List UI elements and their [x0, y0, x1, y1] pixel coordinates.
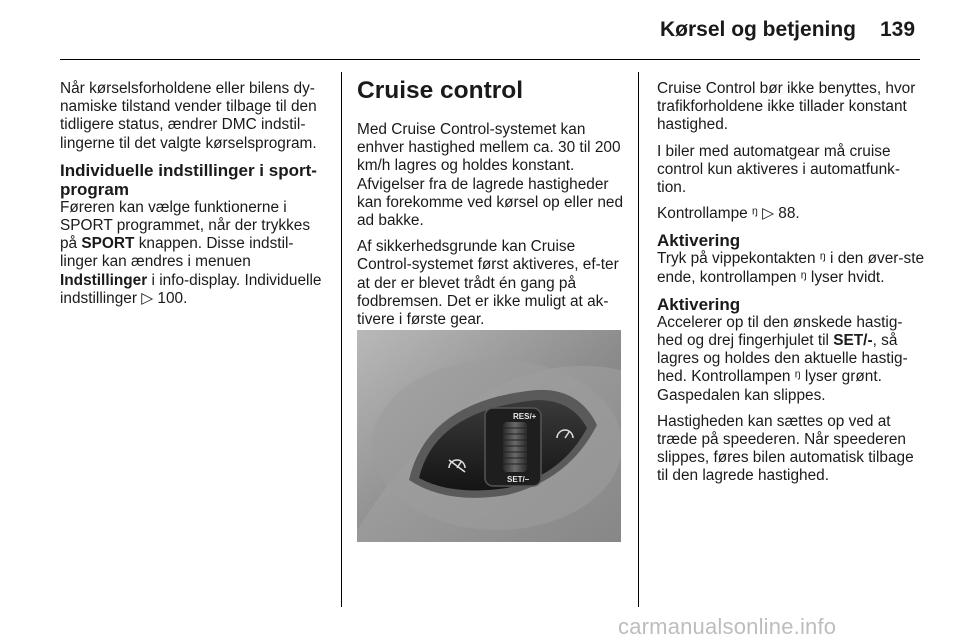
watermark: carmanualsonline.info — [618, 614, 837, 639]
res-plus-label: RES/+ — [513, 412, 537, 421]
paragraph-cruise-intro: Med Cruise Control-systemet kan enhver hastighed mellem ca. 30 til 200 km/h lagres og holdes konstant. Afvigelser fra de lagrede hastigheder kan forekomme ved kørsel op eller ned ad bakke. — [357, 121, 624, 230]
paragraph-sport-settings: Føreren kan vælge funktionerne i SPORT programmet, når der trykkes på SPORT knappen. Disse indstil-linger kan ændres i menuen Indstillinger i info-display. Individuelle indstillinger ▷ 100. — [60, 198, 322, 307]
cruise-control-lamp-icon: ᵑ — [794, 368, 801, 386]
page-reference: 88. — [778, 205, 800, 223]
column-divider-1 — [341, 72, 342, 607]
settings-keyword: Indstillinger — [60, 271, 148, 289]
page-reference: 100. — [157, 289, 188, 307]
heading-activation-1: Aktivering — [657, 231, 741, 251]
sport-keyword: SPORT — [81, 235, 135, 253]
page-ref-arrow-icon: ▷ — [141, 289, 154, 307]
page-number: 139 — [880, 18, 916, 41]
set-minus-keyword: SET/- — [833, 332, 873, 350]
heading-activation-2: Aktivering — [657, 294, 741, 314]
paragraph-dmc: Når kørselsforholdene eller bilens dy-namiske tilstand vender tilbage til den tidligere status, ændrer DMC indstil-lingerne til det valgte kørselsprogram. — [60, 80, 317, 152]
set-minus-label: SET/– — [507, 475, 530, 484]
header-divider — [60, 59, 920, 60]
cruise-control-lamp-icon: ᵑ — [751, 205, 758, 223]
paragraph-set-speed: Accelerer op til den ønskede hastig-hed og drej fingerhjulet til SET/-, så lagres og holdes den aktuelle hastig-hed. Kontrollampen ᵑ lyser grønt. Gaspedalen kan slippes. — [657, 313, 908, 404]
column-1 — [60, 80, 326, 316]
paragraph-control-lamp: Kontrollampe ᵑ ▷ 88. — [657, 205, 800, 223]
page-ref-arrow-icon: ▷ — [762, 205, 774, 223]
column-3 — [657, 80, 925, 494]
column-divider-2 — [638, 72, 639, 607]
column-2 — [357, 76, 625, 337]
page-header-title: Kørsel og betjening — [660, 18, 857, 41]
cruise-control-lamp-icon: ᵑ — [819, 250, 826, 268]
cruise-control-lamp-icon: ᵑ — [800, 268, 807, 286]
paragraph-automatic: I biler med automatgear må cruise control kun aktiveres i automatfunk-tion. — [657, 142, 900, 197]
paragraph-cruise-safety: Af sikkerhedsgrunde kan Cruise Control-systemet først aktiveres, ef-ter at der er blevet trådt én gang på fodbremsen. Det er ikke muligt at ak-tivere i første gear. — [357, 238, 619, 329]
paragraph-activation-switch: Tryk på vippekontakten ᵑ i den øver-ste ende, kontrollampen ᵑ lyser hvidt. — [657, 250, 925, 286]
steering-wheel-controls-photo — [357, 330, 621, 542]
section-title-cruise-control: Cruise control — [357, 77, 524, 104]
paragraph-traffic: Cruise Control bør ikke benyttes, hvor trafikforholdene ikke tillader konstant hastighed. — [657, 80, 916, 134]
heading-individual-settings: Individuelle indstillinger i sport-program — [60, 160, 317, 199]
paragraph-accelerate: Hastigheden kan sættes op ved at træde på speederen. Når speederen slippes, føres bilen automatisk tilbage til den lagrede hastighed. — [657, 412, 914, 485]
